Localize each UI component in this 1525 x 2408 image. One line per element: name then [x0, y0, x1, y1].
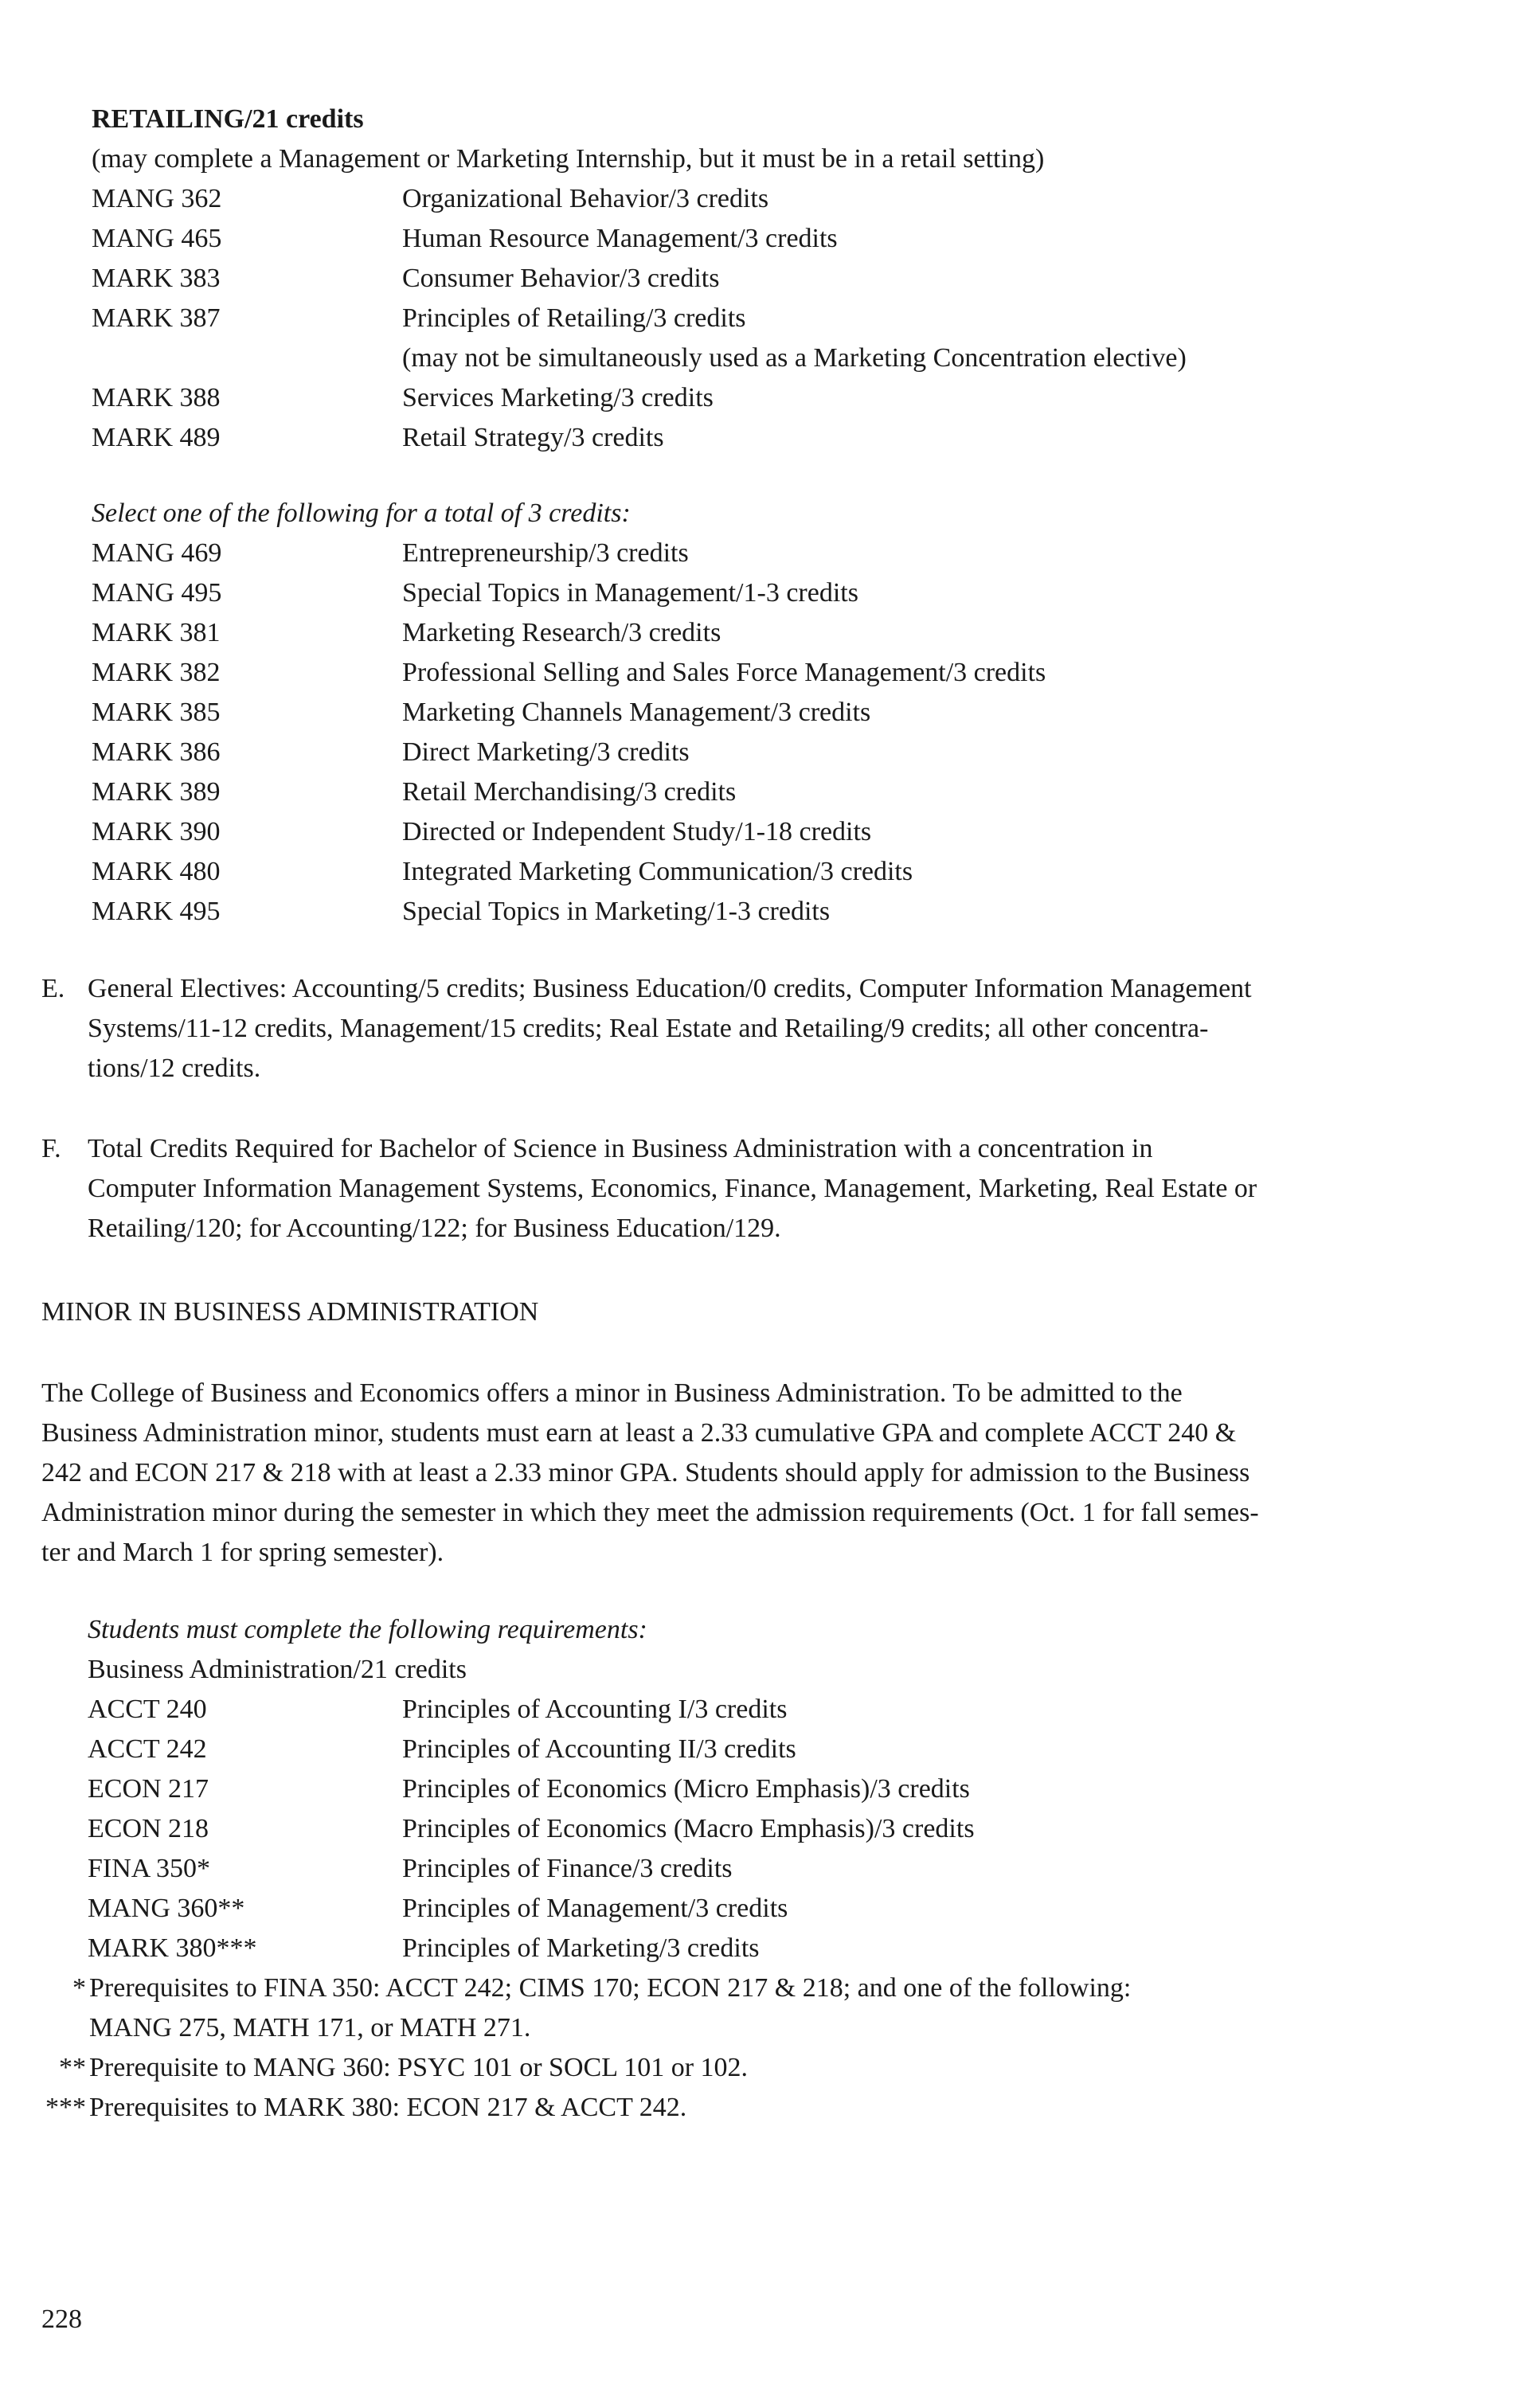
- course-row: [88, 1929, 975, 1968]
- item-f-body: [88, 1129, 1475, 1249]
- course-row: [92, 613, 1046, 653]
- course-code: MARK 495: [92, 897, 221, 926]
- course-row: [92, 812, 1046, 852]
- footnote-mark: [30, 2008, 86, 2048]
- course-code: MARK 390: [92, 817, 221, 846]
- course-title: Principles of Economics (Macro Emphasis)/3 credits: [402, 1814, 975, 1843]
- course-code: FINA 350*: [88, 1854, 210, 1883]
- course-row: [92, 653, 1046, 693]
- course-row: [92, 772, 1046, 812]
- course-code: [92, 338, 402, 378]
- course-title: Organizational Behavior/3 credits: [402, 184, 769, 213]
- course-row: [88, 1889, 975, 1929]
- course-row: [92, 534, 1046, 573]
- course-row: [88, 1769, 975, 1809]
- footnote-mark: **: [59, 2053, 86, 2082]
- footnote-mark: ***: [45, 2093, 86, 2122]
- course-code: ECON 217: [88, 1774, 209, 1804]
- item-e-line: Systems/11-12 credits, Management/15 credits; Real Estate and Retailing/9 credits; all other concentra-: [88, 1014, 1209, 1043]
- course-title: Special Topics in Management/1-3 credits: [402, 578, 858, 608]
- course-row: [92, 259, 1187, 299]
- course-title: Services Marketing/3 credits: [402, 383, 714, 412]
- minor-paragraph-line: The College of Business and Economics offers a minor in Business Administration. To be admitted to the: [41, 1378, 1183, 1408]
- minor-paragraph-line: ter and March 1 for spring semester).: [41, 1538, 444, 1567]
- course-code: MARK 380***: [88, 1933, 257, 1963]
- course-title: Human Resource Management/3 credits: [402, 224, 838, 253]
- requirements-intro: Students must complete the following requirements:: [88, 1615, 647, 1644]
- course-title: Principles of Retailing/3 credits: [402, 303, 746, 333]
- course-title: Integrated Marketing Communication/3 credits: [402, 857, 913, 886]
- course-row: [92, 693, 1046, 733]
- course-code: MARK 381: [92, 618, 221, 647]
- course-title: Special Topics in Marketing/1-3 credits: [402, 897, 831, 926]
- item-f-line: Retailing/120; for Accounting/122; for Business Education/129.: [88, 1214, 781, 1243]
- minor-paragraph: [41, 1374, 1475, 1573]
- footnote-text: MANG 275, MATH 171, or MATH 271.: [89, 2013, 531, 2042]
- course-row: [92, 852, 1046, 892]
- course-code: MARK 480: [92, 857, 221, 886]
- elective-course-list: [92, 534, 1046, 932]
- course-title: Professional Selling and Sales Force Management/3 credits: [402, 658, 1046, 687]
- footnote-text: Prerequisites to MARK 380: ECON 217 & ACCT 242.: [89, 2093, 687, 2122]
- course-code: MARK 383: [92, 264, 221, 293]
- course-title: Principles of Accounting I/3 credits: [402, 1695, 788, 1724]
- item-f: [41, 1129, 1475, 1249]
- minor-paragraph-line: 242 and ECON 217 & 218 with at least a 2.33 minor GPA. Students should apply for admission to the Business: [41, 1458, 1250, 1487]
- item-e-letter: E.: [41, 974, 65, 1003]
- course-code: MARK 489: [92, 423, 221, 452]
- item-e: [41, 969, 1475, 1089]
- elective-select-section: [92, 494, 1046, 932]
- footnote: [30, 2048, 1131, 2088]
- course-title: Principles of Management/3 credits: [402, 1894, 788, 1923]
- course-row: [88, 1730, 975, 1769]
- retailing-heading: RETAILING/21 credits: [92, 104, 364, 134]
- minor-heading: MINOR IN BUSINESS ADMINISTRATION: [41, 1297, 539, 1327]
- requirements-total: Business Administration/21 credits: [88, 1655, 467, 1684]
- course-code: ACCT 240: [88, 1695, 207, 1724]
- course-row: [92, 179, 1187, 219]
- course-row: [92, 378, 1187, 418]
- retailing-section: [92, 100, 1187, 458]
- course-code: MANG 360**: [88, 1894, 245, 1923]
- course-row: [92, 338, 1187, 378]
- course-title: Principles of Marketing/3 credits: [402, 1933, 760, 1963]
- course-title: Directed or Independent Study/1-18 credits: [402, 817, 872, 846]
- course-code: ECON 218: [88, 1814, 209, 1843]
- course-title: Principles of Finance/3 credits: [402, 1854, 733, 1883]
- retailing-course-list: [92, 179, 1187, 458]
- course-code: MARK 382: [92, 658, 221, 687]
- course-note: (may not be simultaneously used as a Marketing Concentration elective): [402, 343, 1187, 373]
- course-code: MARK 389: [92, 777, 221, 807]
- course-title: Direct Marketing/3 credits: [402, 737, 690, 767]
- course-title: Principles of Economics (Micro Emphasis)/3 credits: [402, 1774, 970, 1804]
- course-code: MANG 469: [92, 538, 222, 568]
- footnote-mark: *: [72, 1973, 86, 2003]
- footnote: [30, 1968, 1131, 2008]
- page-number: 228: [41, 2304, 82, 2334]
- minor-paragraph-line: Business Administration minor, students must earn at least a 2.33 cumulative GPA and complete ACCT 240 &: [41, 1418, 1237, 1448]
- course-row: [88, 1849, 975, 1889]
- course-code: MARK 387: [92, 303, 221, 333]
- footnotes: [30, 1968, 1131, 2128]
- course-row: [92, 892, 1046, 932]
- course-code: MANG 362: [92, 184, 222, 213]
- item-f-line: Total Credits Required for Bachelor of Science in Business Administration with a concentration in: [88, 1134, 1153, 1163]
- course-title: Entrepreneurship/3 credits: [402, 538, 689, 568]
- course-code: MANG 465: [92, 224, 222, 253]
- footnote: [30, 2008, 1131, 2048]
- item-f-line: Computer Information Management Systems, Economics, Finance, Management, Marketing, Real Estate or: [88, 1174, 1257, 1203]
- course-title: Retail Merchandising/3 credits: [402, 777, 737, 807]
- course-row: [92, 299, 1187, 338]
- course-code: MARK 388: [92, 383, 221, 412]
- course-row: [88, 1809, 975, 1849]
- footnote-text: Prerequisites to FINA 350: ACCT 242; CIMS 170; ECON 217 & 218; and one of the following:: [89, 1973, 1132, 2003]
- footnote: [30, 2088, 1131, 2128]
- item-f-letter: F.: [41, 1134, 61, 1163]
- course-row: [92, 573, 1046, 613]
- minor-course-list: [88, 1690, 975, 1968]
- course-row: [92, 733, 1046, 772]
- course-title: Consumer Behavior/3 credits: [402, 264, 720, 293]
- elective-select-intro: Select one of the following for a total of 3 credits:: [92, 498, 631, 528]
- minor-paragraph-line: Administration minor during the semester in which they meet the admission requirements (Oct. 1 for fall semes-: [41, 1498, 1259, 1527]
- course-row: [88, 1690, 975, 1730]
- footnote-text: Prerequisite to MANG 360: PSYC 101 or SOCL 101 or 102.: [89, 2053, 749, 2082]
- course-title: Retail Strategy/3 credits: [402, 423, 664, 452]
- course-code: ACCT 242: [88, 1734, 207, 1764]
- course-title: Marketing Research/3 credits: [402, 618, 721, 647]
- course-title: Marketing Channels Management/3 credits: [402, 698, 871, 727]
- course-row: [92, 418, 1187, 458]
- course-code: MARK 386: [92, 737, 221, 767]
- course-title: Principles of Accounting II/3 credits: [402, 1734, 796, 1764]
- course-code: MARK 385: [92, 698, 221, 727]
- item-e-line: tions/12 credits.: [88, 1054, 261, 1083]
- item-e-line: General Electives: Accounting/5 credits; Business Education/0 credits, Computer Information Management: [88, 974, 1252, 1003]
- item-e-body: [88, 969, 1475, 1089]
- course-row: [92, 219, 1187, 259]
- minor-requirements: [88, 1610, 975, 1968]
- course-code: MANG 495: [92, 578, 222, 608]
- retailing-note: (may complete a Management or Marketing Internship, but it must be in a retail setting): [92, 144, 1045, 174]
